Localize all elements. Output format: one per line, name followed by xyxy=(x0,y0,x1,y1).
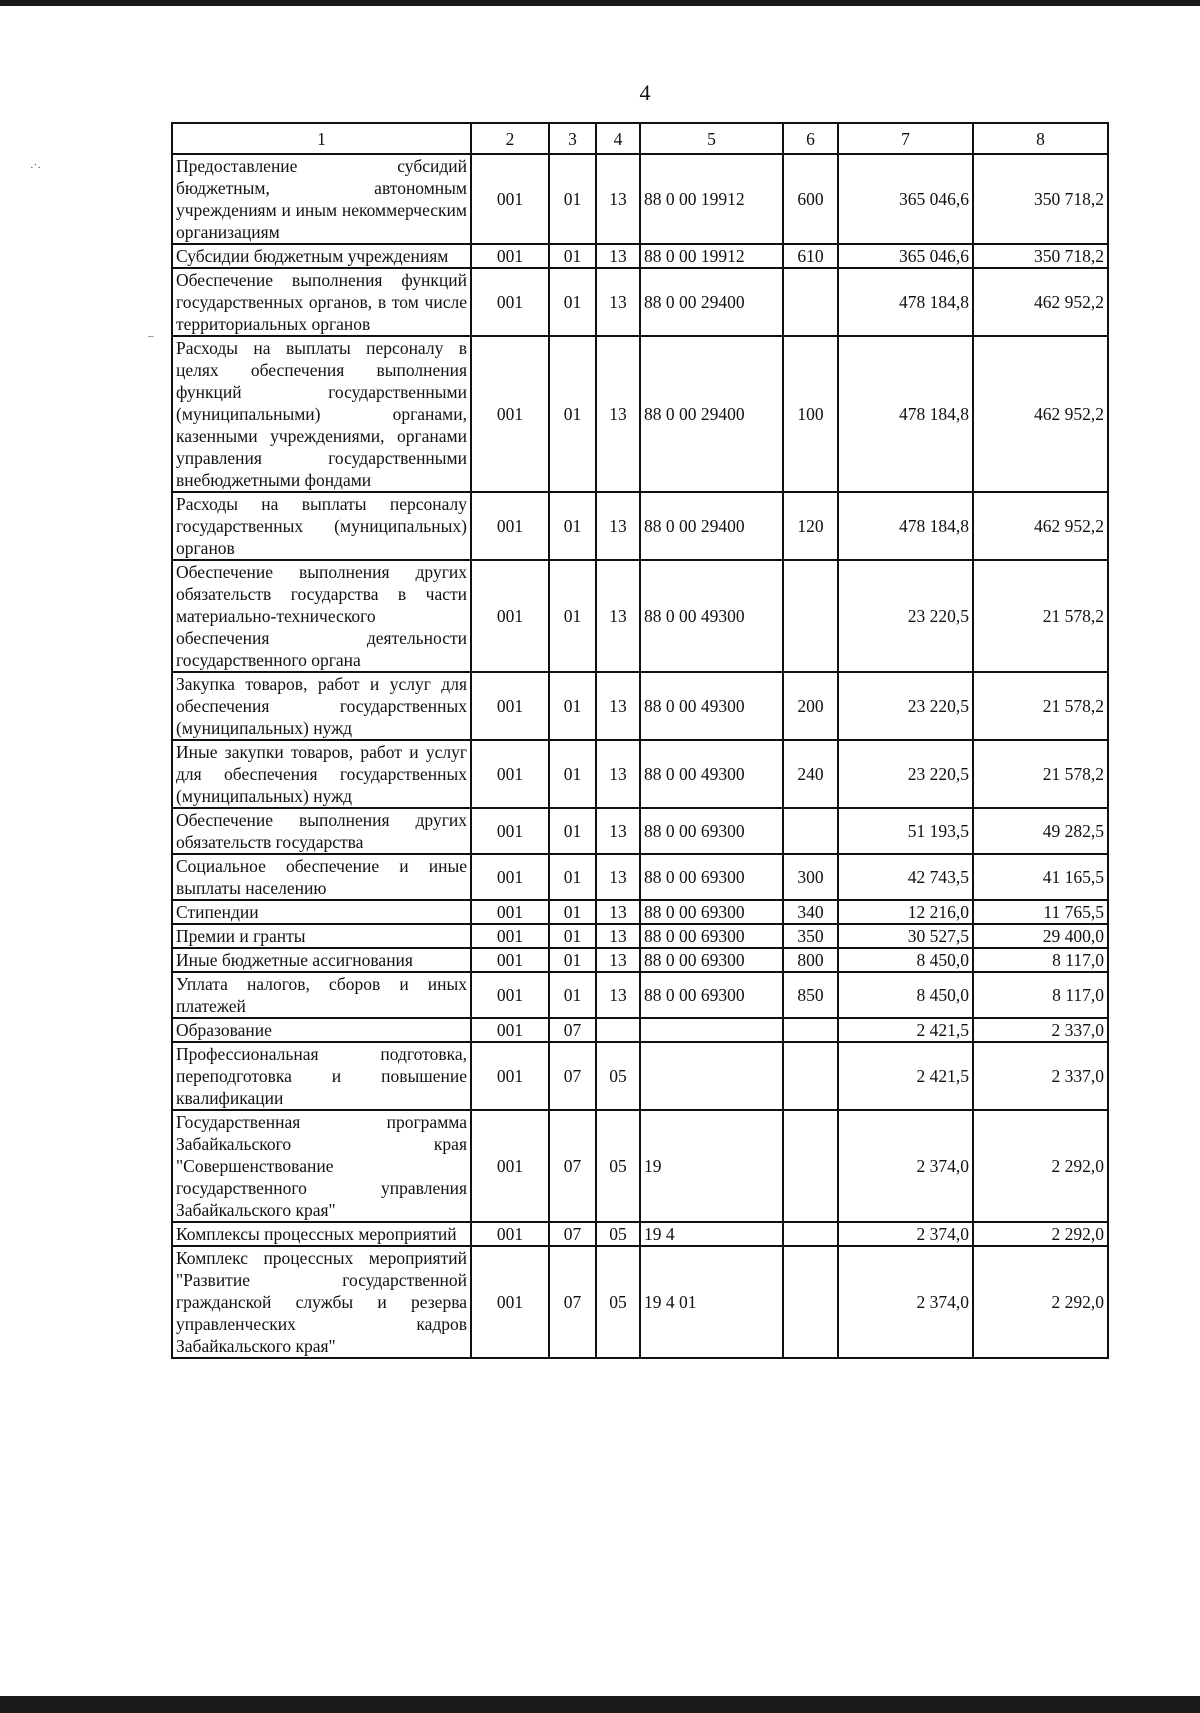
row-code-cell: 001 xyxy=(471,336,549,492)
row-subsection-cell: 13 xyxy=(596,154,640,244)
row-amount-cell: 21 578,2 xyxy=(973,560,1108,672)
row-amount-cell: 21 578,2 xyxy=(973,740,1108,808)
row-name-cell: Иные бюджетные ассигнования xyxy=(172,948,471,972)
row-name-cell: Обеспечение выполнения других обязательств государства xyxy=(172,808,471,854)
row-target-article-cell xyxy=(640,1042,783,1110)
row-target-article-cell: 88 0 00 69300 xyxy=(640,808,783,854)
row-expense-type-cell: 300 xyxy=(783,854,838,900)
row-amount-cell: 462 952,2 xyxy=(973,336,1108,492)
row-code-cell: 001 xyxy=(471,244,549,268)
row-subsection-cell: 13 xyxy=(596,900,640,924)
header-cell: 2 xyxy=(471,123,549,154)
row-name-cell: Уплата налогов, сборов и иных платежей xyxy=(172,972,471,1018)
row-section-cell: 01 xyxy=(549,154,596,244)
row-target-article-cell: 88 0 00 29400 xyxy=(640,336,783,492)
row-amount-cell: 2 374,0 xyxy=(838,1246,973,1358)
row-target-article-cell: 88 0 00 29400 xyxy=(640,268,783,336)
row-subsection-cell: 13 xyxy=(596,854,640,900)
row-expense-type-cell: 100 xyxy=(783,336,838,492)
table-row xyxy=(172,972,1108,1018)
row-amount-cell: 2 421,5 xyxy=(838,1042,973,1110)
row-name-cell: Предоставление субсидий бюджетным, автономным учреждениям и иным некоммерческим организациям xyxy=(172,154,471,244)
row-subsection-cell: 05 xyxy=(596,1222,640,1246)
row-expense-type-cell: 800 xyxy=(783,948,838,972)
row-expense-type-cell: 200 xyxy=(783,672,838,740)
row-target-article-cell: 88 0 00 19912 xyxy=(640,154,783,244)
header-row xyxy=(172,123,1108,154)
row-expense-type-cell: 350 xyxy=(783,924,838,948)
table-row xyxy=(172,854,1108,900)
row-amount-cell: 29 400,0 xyxy=(973,924,1108,948)
row-amount-cell: 30 527,5 xyxy=(838,924,973,948)
row-amount-cell: 8 450,0 xyxy=(838,972,973,1018)
margin-scan-speck: ·˙· xyxy=(30,162,41,174)
row-amount-cell: 2 374,0 xyxy=(838,1222,973,1246)
row-expense-type-cell xyxy=(783,1110,838,1222)
row-name-cell: Комплекс процессных мероприятий "Развитие государственной гражданской службы и резерва управленческих кадров Забайкальского края" xyxy=(172,1246,471,1358)
header-cell: 8 xyxy=(973,123,1108,154)
row-target-article-cell: 88 0 00 29400 xyxy=(640,492,783,560)
table-row xyxy=(172,154,1108,244)
row-amount-cell: 49 282,5 xyxy=(973,808,1108,854)
table-row xyxy=(172,900,1108,924)
row-subsection-cell: 13 xyxy=(596,560,640,672)
row-amount-cell: 23 220,5 xyxy=(838,740,973,808)
header-cell: 6 xyxy=(783,123,838,154)
row-amount-cell: 51 193,5 xyxy=(838,808,973,854)
scan-border-top xyxy=(0,0,1200,6)
row-amount-cell: 478 184,8 xyxy=(838,492,973,560)
row-code-cell: 001 xyxy=(471,808,549,854)
row-subsection-cell: 05 xyxy=(596,1110,640,1222)
row-amount-cell: 2 292,0 xyxy=(973,1246,1108,1358)
row-expense-type-cell xyxy=(783,1222,838,1246)
table-row xyxy=(172,924,1108,948)
row-section-cell: 01 xyxy=(549,268,596,336)
header-cell: 5 xyxy=(640,123,783,154)
row-target-article-cell: 19 4 xyxy=(640,1222,783,1246)
table-row xyxy=(172,1110,1108,1222)
row-subsection-cell: 13 xyxy=(596,672,640,740)
header-cell: 4 xyxy=(596,123,640,154)
row-code-cell: 001 xyxy=(471,672,549,740)
table-row xyxy=(172,1222,1108,1246)
row-section-cell: 07 xyxy=(549,1110,596,1222)
row-amount-cell: 350 718,2 xyxy=(973,244,1108,268)
row-target-article-cell: 88 0 00 69300 xyxy=(640,854,783,900)
row-section-cell: 01 xyxy=(549,672,596,740)
row-name-cell: Обеспечение выполнения функций государственных органов, в том числе территориальных органов xyxy=(172,268,471,336)
row-code-cell: 001 xyxy=(471,154,549,244)
row-amount-cell: 2 374,0 xyxy=(838,1110,973,1222)
row-code-cell: 001 xyxy=(471,1246,549,1358)
row-amount-cell: 2 337,0 xyxy=(973,1018,1108,1042)
row-expense-type-cell xyxy=(783,268,838,336)
row-amount-cell: 8 117,0 xyxy=(973,948,1108,972)
table-row xyxy=(172,808,1108,854)
row-name-cell: Профессиональная подготовка, переподготовка и повышение квалификации xyxy=(172,1042,471,1110)
row-amount-cell: 365 046,6 xyxy=(838,244,973,268)
row-code-cell: 001 xyxy=(471,948,549,972)
row-amount-cell: 21 578,2 xyxy=(973,672,1108,740)
row-amount-cell: 23 220,5 xyxy=(838,560,973,672)
row-subsection-cell: 13 xyxy=(596,808,640,854)
row-target-article-cell: 88 0 00 69300 xyxy=(640,972,783,1018)
row-subsection-cell xyxy=(596,1018,640,1042)
table-row xyxy=(172,492,1108,560)
row-section-cell: 01 xyxy=(549,244,596,268)
row-amount-cell: 478 184,8 xyxy=(838,268,973,336)
row-name-cell: Комплексы процессных мероприятий xyxy=(172,1222,471,1246)
row-section-cell: 07 xyxy=(549,1042,596,1110)
header-cell: 7 xyxy=(838,123,973,154)
header-cell: 3 xyxy=(549,123,596,154)
row-section-cell: 07 xyxy=(549,1246,596,1358)
row-amount-cell: 2 337,0 xyxy=(973,1042,1108,1110)
row-name-cell: Обеспечение выполнения других обязательств государства в части материально-технического обеспечения деятельности государственного органа xyxy=(172,560,471,672)
row-code-cell: 001 xyxy=(471,1222,549,1246)
row-section-cell: 01 xyxy=(549,336,596,492)
row-subsection-cell: 13 xyxy=(596,268,640,336)
row-expense-type-cell xyxy=(783,1246,838,1358)
page-number: 4 xyxy=(639,80,651,105)
row-target-article-cell: 88 0 00 69300 xyxy=(640,948,783,972)
row-amount-cell: 11 765,5 xyxy=(973,900,1108,924)
table-row xyxy=(172,560,1108,672)
row-target-article-cell: 19 xyxy=(640,1110,783,1222)
table-row xyxy=(172,244,1108,268)
row-target-article-cell: 88 0 00 49300 xyxy=(640,740,783,808)
row-amount-cell: 462 952,2 xyxy=(973,268,1108,336)
margin-scan-dash: – xyxy=(148,330,154,342)
row-expense-type-cell: 120 xyxy=(783,492,838,560)
row-name-cell: Иные закупки товаров, работ и услуг для обеспечения государственных (муниципальных) нужд xyxy=(172,740,471,808)
table-row xyxy=(172,948,1108,972)
row-amount-cell: 462 952,2 xyxy=(973,492,1108,560)
row-code-cell: 001 xyxy=(471,492,549,560)
row-amount-cell: 41 165,5 xyxy=(973,854,1108,900)
row-section-cell: 01 xyxy=(549,492,596,560)
row-subsection-cell: 05 xyxy=(596,1246,640,1358)
row-section-cell: 01 xyxy=(549,972,596,1018)
row-name-cell: Социальное обеспечение и иные выплаты населению xyxy=(172,854,471,900)
row-amount-cell: 23 220,5 xyxy=(838,672,973,740)
row-expense-type-cell xyxy=(783,1018,838,1042)
row-amount-cell: 2 292,0 xyxy=(973,1110,1108,1222)
row-code-cell: 001 xyxy=(471,854,549,900)
row-amount-cell: 8 450,0 xyxy=(838,948,973,972)
row-code-cell: 001 xyxy=(471,268,549,336)
row-name-cell: Стипендии xyxy=(172,900,471,924)
table-row xyxy=(172,336,1108,492)
table-row xyxy=(172,1042,1108,1110)
row-subsection-cell: 13 xyxy=(596,972,640,1018)
row-section-cell: 01 xyxy=(549,900,596,924)
row-expense-type-cell xyxy=(783,808,838,854)
row-subsection-cell: 13 xyxy=(596,948,640,972)
row-expense-type-cell: 600 xyxy=(783,154,838,244)
row-subsection-cell: 13 xyxy=(596,924,640,948)
budget-table xyxy=(171,122,1109,1359)
table-body xyxy=(172,154,1108,1358)
row-target-article-cell: 88 0 00 49300 xyxy=(640,560,783,672)
row-target-article-cell: 88 0 00 69300 xyxy=(640,900,783,924)
row-name-cell: Расходы на выплаты персоналу в целях обеспечения выполнения функций государственными (муниципальными) органами, казенными учреждениями, органами управления государственными внебюджетными фондами xyxy=(172,336,471,492)
row-code-cell: 001 xyxy=(471,1110,549,1222)
table-row xyxy=(172,1246,1108,1358)
row-expense-type-cell: 850 xyxy=(783,972,838,1018)
row-name-cell: Субсидии бюджетным учреждениям xyxy=(172,244,471,268)
table-row xyxy=(172,1018,1108,1042)
row-target-article-cell xyxy=(640,1018,783,1042)
row-code-cell: 001 xyxy=(471,740,549,808)
row-target-article-cell: 88 0 00 69300 xyxy=(640,924,783,948)
header-cell: 1 xyxy=(172,123,471,154)
row-code-cell: 001 xyxy=(471,1018,549,1042)
row-subsection-cell: 05 xyxy=(596,1042,640,1110)
row-amount-cell: 8 117,0 xyxy=(973,972,1108,1018)
row-section-cell: 01 xyxy=(549,740,596,808)
row-amount-cell: 12 216,0 xyxy=(838,900,973,924)
row-section-cell: 01 xyxy=(549,808,596,854)
row-amount-cell: 478 184,8 xyxy=(838,336,973,492)
row-section-cell: 07 xyxy=(549,1018,596,1042)
row-subsection-cell: 13 xyxy=(596,492,640,560)
row-target-article-cell: 88 0 00 19912 xyxy=(640,244,783,268)
row-amount-cell: 2 421,5 xyxy=(838,1018,973,1042)
table-row xyxy=(172,672,1108,740)
row-amount-cell: 42 743,5 xyxy=(838,854,973,900)
row-subsection-cell: 13 xyxy=(596,244,640,268)
table-row xyxy=(172,268,1108,336)
row-code-cell: 001 xyxy=(471,924,549,948)
row-expense-type-cell xyxy=(783,560,838,672)
row-code-cell: 001 xyxy=(471,900,549,924)
row-amount-cell: 2 292,0 xyxy=(973,1222,1108,1246)
row-section-cell: 01 xyxy=(549,854,596,900)
row-name-cell: Расходы на выплаты персоналу государственных (муниципальных) органов xyxy=(172,492,471,560)
scan-border-bottom xyxy=(0,1696,1200,1713)
row-expense-type-cell xyxy=(783,1042,838,1110)
row-amount-cell: 350 718,2 xyxy=(973,154,1108,244)
row-target-article-cell: 88 0 00 49300 xyxy=(640,672,783,740)
row-code-cell: 001 xyxy=(471,1042,549,1110)
row-expense-type-cell: 610 xyxy=(783,244,838,268)
row-target-article-cell: 19 4 01 xyxy=(640,1246,783,1358)
row-code-cell: 001 xyxy=(471,560,549,672)
row-subsection-cell: 13 xyxy=(596,336,640,492)
row-expense-type-cell: 240 xyxy=(783,740,838,808)
row-section-cell: 01 xyxy=(549,924,596,948)
table-row xyxy=(172,740,1108,808)
row-subsection-cell: 13 xyxy=(596,740,640,808)
row-section-cell: 01 xyxy=(549,560,596,672)
row-code-cell: 001 xyxy=(471,972,549,1018)
row-name-cell: Образование xyxy=(172,1018,471,1042)
row-expense-type-cell: 340 xyxy=(783,900,838,924)
row-name-cell: Закупка товаров, работ и услуг для обеспечения государственных (муниципальных) нужд xyxy=(172,672,471,740)
row-section-cell: 07 xyxy=(549,1222,596,1246)
row-section-cell: 01 xyxy=(549,948,596,972)
row-name-cell: Премии и гранты xyxy=(172,924,471,948)
row-amount-cell: 365 046,6 xyxy=(838,154,973,244)
row-name-cell: Государственная программа Забайкальского края "Совершенствование государственного управления Забайкальского края" xyxy=(172,1110,471,1222)
